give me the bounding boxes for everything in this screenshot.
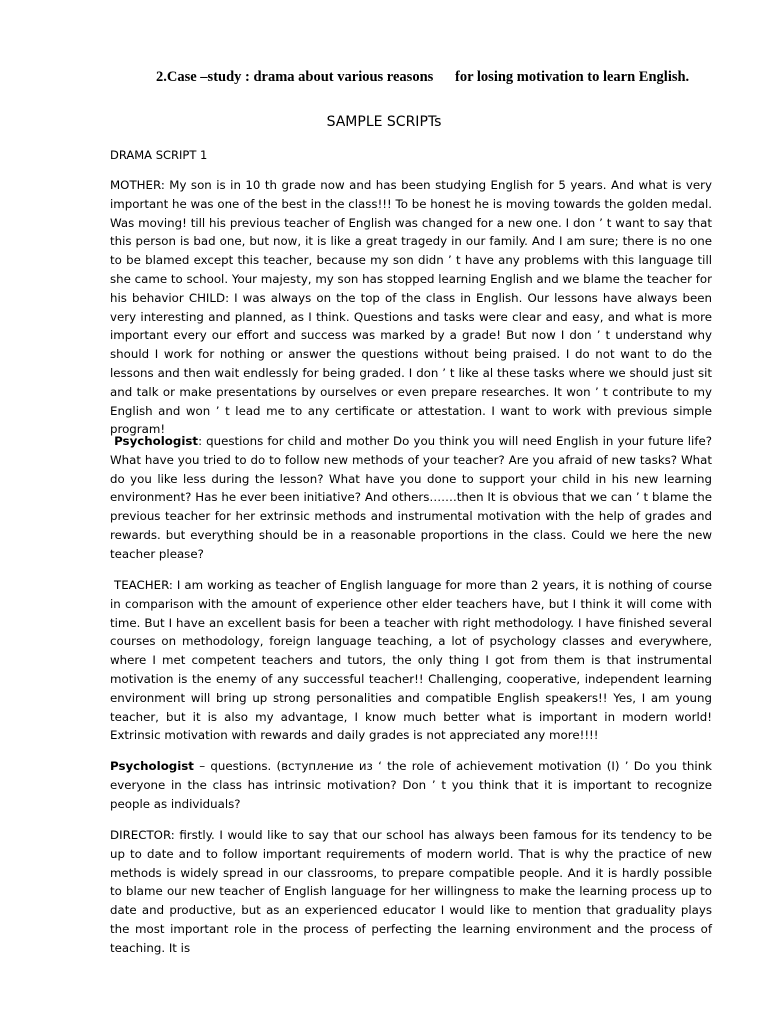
teacher-paragraph [110,576,712,745]
mother-child-paragraph: MOTHER: My son is in 10 th grade now and has been studying English for 5 years. And what is very important he was one of the best in the class!!! To be honest he is moving towards the golden medal. Was moving! till his previous teacher of English was changed for a new one. I don ’ t want to say that this person is bad one, but now, it is like a great tragedy in our family. And I am sure; there is no one to be blamed except this teacher, because my son didn ’ t have any problems with this language till she came to school. Your majesty, my son has stopped learning English and we blame the teacher for his behavior CHILD: I was always on the top of the class in English. Our lessons have always been very interesting and planned, as I think. Questions and tasks were clear and easy, and what is more important every our effort and success was marked by a grade! But now I don ’ t understand why should I work for nothing or answer the questions without being praised. I do not want to do the lessons and then wait endlessly for being graded. I don ’ t like al these tasks where we should just sit and talk or make presentations by ourselves or even prepare researches. It won ’ t contribute to my English and won ’ t lead me to any certificate or attestation. I want to work with previous simple program! [110,178,712,437]
director-paragraph: DIRECTOR: firstly. I would like to say that our school has always been famous for its tendency to be up to date and to follow important requirements of modern world. That is why the practice of new methods is widely spread in our classrooms, to prepare compatible people. And it is hardly possible to blame our new teacher of English language for her willingness to make the learning process up to date and productive, but as an experienced educator I would like to mention that graduality plays the most important role in the process of perfecting the learning environment and the process of teaching. It is [110,828,712,955]
drama-script-label: DRAMA SCRIPT 1 [110,148,208,162]
psychologist-text-2: – questions. (вступление из ‘ the role of achievement motivation (I) ’ Do you think everyone in the class has intrinsic motivation? Don ’ t you think that it is important to recognize people as individuals? [110,759,712,811]
psychologist-paragraph-2 [110,757,712,813]
sample-scripts-title: SAMPLE SCRIPTs [326,114,442,130]
psychologist-label-1: Psychologist [114,434,199,448]
psychologist-paragraph-1 [110,432,712,564]
teacher-text: TEACHER: I am working as teacher of English language for more than 2 years, it is nothing of course in comparison with the amount of experience other elder teachers have, but I think it will come with time. But I have an excellent basis for been a teacher with right methodology. I have finished several courses on methodology, foreign language teaching, a lot of psychology classes and everywhere, where I met competent teachers and tutors, the only thing I got from them is that instrumental motivation is the enemy of any successful teacher!! Challenging, cooperative, independent learning environment will bring up strong personalities and compatible English speakers!! Yes, I am young teacher, but it is also my advantage, I know much better what is important in modern world! Extrinsic motivation with rewards and daily grades is not appreciated any more!!!! [110,578,712,743]
case-study-heading: 2.Case –study : drama about various reasons for losing motivation to learn English. [156,69,690,85]
psychologist-text-1: : questions for child and mother Do you think you will need English in your future life? What have you tried to do to follow new methods of your teacher? Are you afraid of new tasks? What do you like less during the lesson? What have you done to support your child in his new learning environment? Has he ever been initiative? And others…….then It is obvious that we can ’ t blame the previous teacher for her extrinsic methods and instrumental motivation with the help of grades and rewards. but everything should be in a reasonable proportions in the class. Could we here the new teacher please? [110,434,713,561]
psychologist-label-2: Psychologist [110,759,194,773]
